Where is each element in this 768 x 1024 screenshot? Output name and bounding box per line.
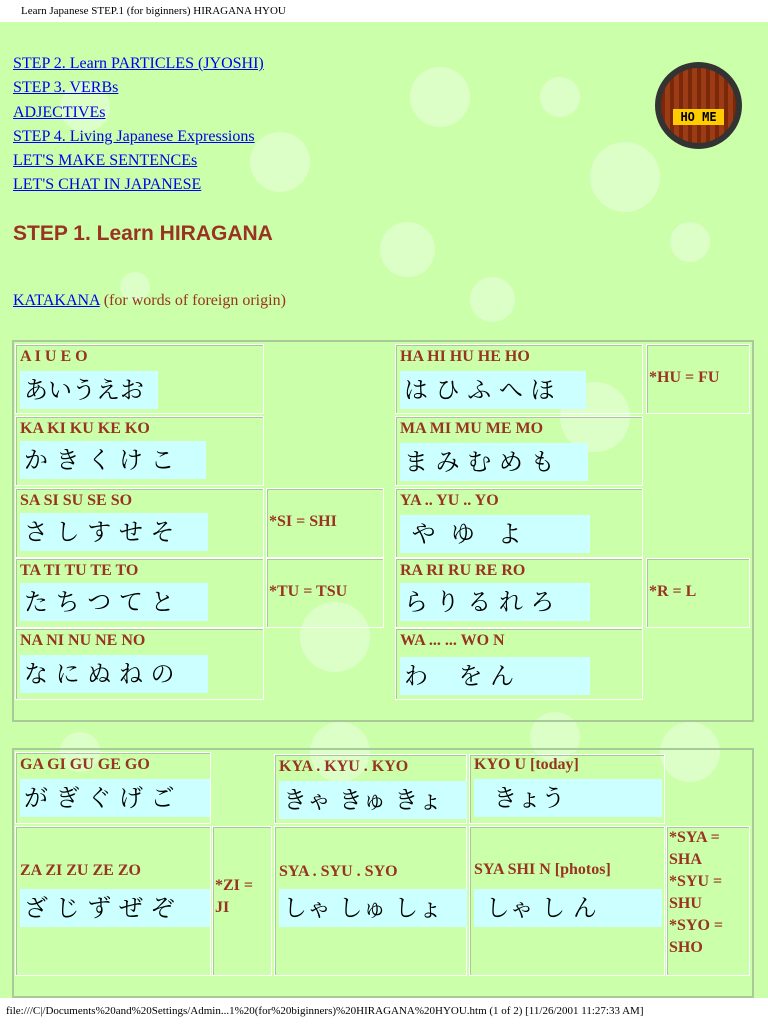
nav-link-sentences[interactable]: LET'S MAKE SENTENCEs (13, 152, 198, 170)
kana-a: あいうえお (20, 371, 158, 409)
kana-za: ざ じ ず ぜ ぞ (20, 889, 210, 927)
bg-dot (410, 67, 470, 127)
romaji-ha: HA HI HU HE HO (400, 348, 530, 365)
romaji-sya: SYA . SYU . SYO (279, 863, 398, 880)
row-za (15, 826, 211, 976)
note-sy-line: *SYA = (669, 829, 720, 846)
row-sya (274, 826, 467, 976)
nav-link-chat[interactable]: LET'S CHAT IN JAPANESE (13, 176, 202, 194)
row-ga (15, 752, 211, 824)
bg-dot (670, 222, 710, 262)
note-za-cell (212, 826, 272, 976)
note-ha: *HU = FU (649, 369, 720, 386)
kana-sya: しゃ しゅ しょ (279, 889, 467, 927)
bg-dot (590, 142, 660, 212)
nav-link-expressions[interactable]: STEP 4. Living Japanese Expressions (13, 127, 255, 145)
kana-kya: きゃ きゅ きょ (279, 781, 467, 819)
katakana-note: (for words of foreign origin) (103, 292, 286, 309)
note-sy-line: SHA (669, 851, 702, 868)
katakana-link[interactable]: KATAKANA (13, 292, 100, 309)
row-sa (15, 488, 264, 558)
kana-na: な に ぬ ね の (20, 655, 208, 693)
bg-dot (470, 277, 515, 322)
katakana-line (13, 292, 286, 310)
row-syashin (469, 826, 665, 976)
romaji-a: A I U E O (20, 348, 88, 365)
note-ra: *R = L (649, 583, 697, 600)
bg-dot (540, 77, 580, 117)
note-sy-line: SHU (669, 895, 702, 912)
page-body (0, 22, 768, 998)
note-sa-cell (266, 488, 384, 558)
print-header: Learn Japanese STEP.1 (for biginners) HIRAGANA HYOU (0, 0, 768, 22)
note-sy-line: *SYU = (669, 873, 723, 890)
row-ta (15, 558, 264, 628)
note-ra-cell (646, 558, 750, 628)
romaji-sa: SA SI SU SE SO (20, 492, 133, 509)
kana-sa: さ し す せ そ (20, 513, 208, 551)
home-button[interactable] (655, 62, 742, 149)
romaji-ya: YA .. YU .. YO (400, 492, 499, 509)
kana-wa: わ を ん (400, 657, 590, 695)
kana-ma: ま み む め も (400, 443, 588, 481)
kana-ga: が ぎ ぐ げ ご (20, 779, 210, 817)
romaji-ta: TA TI TU TE TO (20, 562, 139, 579)
row-a (15, 344, 264, 414)
kana-ra: ら り る れ ろ (400, 583, 590, 621)
nav-link-particles[interactable]: STEP 2. Learn PARTICLES (JYOSHI) (13, 55, 264, 72)
romaji-ra: RA RI RU RE RO (400, 562, 526, 579)
note-za: *ZI = JI (215, 877, 254, 916)
page-title: STEP 1. Learn HIRAGANA (13, 222, 273, 245)
row-kya (274, 754, 467, 824)
home-label: HO ME (673, 109, 724, 125)
note-sy (669, 827, 723, 959)
kana-ha: は ひ ふ へ ほ (400, 371, 586, 409)
note-sy-cell (666, 826, 750, 976)
kana-ta: た ち つ て と (20, 583, 208, 621)
row-ma (395, 416, 643, 486)
romaji-kyou: KYO U [today] (474, 756, 579, 773)
note-sa: *SI = SHI (269, 513, 337, 530)
nav-links (13, 52, 264, 198)
nav-link-adjectives[interactable]: ADJECTIVEs (13, 103, 106, 121)
row-ka (15, 416, 264, 486)
row-wa (395, 628, 643, 700)
nav-link-verbs[interactable]: STEP 3. VERBs (13, 79, 119, 97)
note-sy-line: *SYO = (669, 917, 724, 934)
romaji-ma: MA MI MU ME MO (400, 420, 544, 437)
note-ta-cell (266, 558, 384, 628)
row-na (15, 628, 264, 700)
kana-ka: か き く け こ (20, 441, 206, 479)
kana-ya: や ゆ よ (400, 515, 590, 553)
door-icon (661, 68, 736, 143)
row-ha (395, 344, 643, 414)
note-ta: *TU = TSU (269, 583, 348, 600)
romaji-wa: WA ... ... WO N (400, 632, 505, 649)
romaji-syashin: SYA SHI N [photos] (474, 861, 611, 878)
romaji-ga: GA GI GU GE GO (20, 756, 150, 773)
kana-kyou: きょう (474, 779, 662, 817)
row-ra (395, 558, 643, 628)
row-kyou (469, 754, 665, 824)
romaji-na: NA NI NU NE NO (20, 632, 146, 649)
row-ya (395, 488, 643, 558)
note-ha-cell (646, 344, 750, 414)
romaji-kya: KYA . KYU . KYO (279, 758, 409, 775)
kana-syashin: しゃ し ん (474, 889, 662, 927)
romaji-za: ZA ZI ZU ZE ZO (20, 862, 141, 879)
bg-dot (380, 222, 435, 277)
romaji-ka: KA KI KU KE KO (20, 420, 150, 437)
note-sy-line: SHO (669, 939, 703, 956)
print-footer: file:///C|/Documents%20and%20Settings/Admin...1%20(for%20biginners)%20HIRAGANA%20HYOU.htm (1 of 2) [11/26/2001 11:27:33 AM] (0, 998, 768, 1024)
